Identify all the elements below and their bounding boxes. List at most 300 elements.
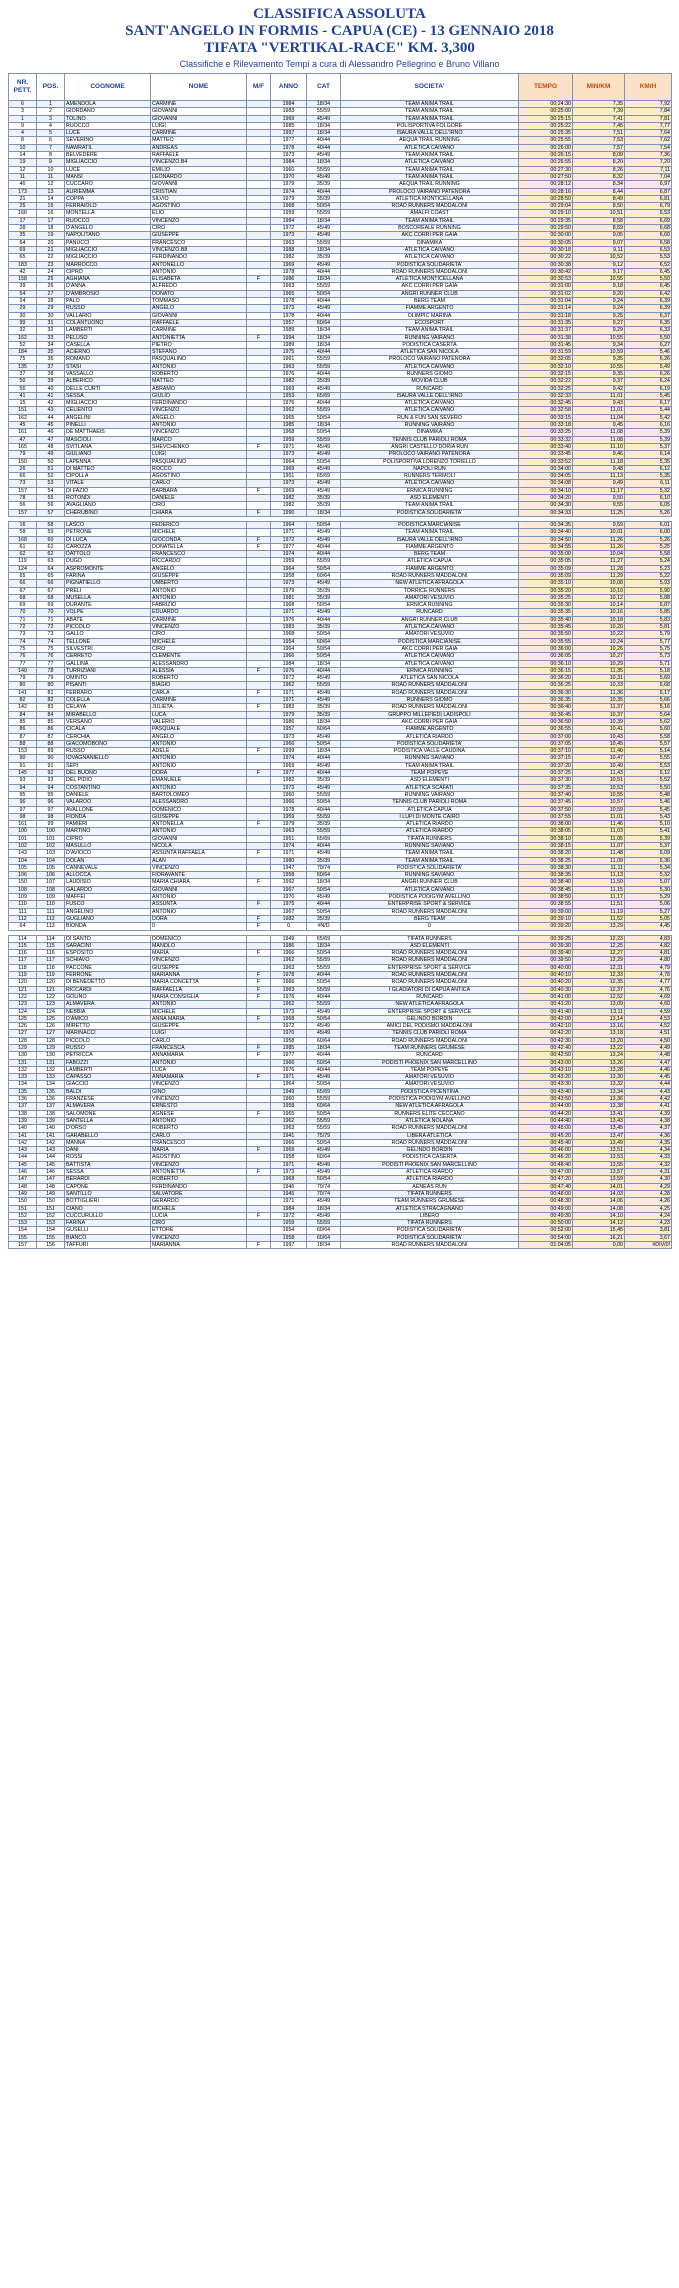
table-cell: 35/39 — [307, 624, 341, 631]
table-cell: CIRO — [151, 631, 247, 638]
table-cell: 8 — [9, 137, 37, 144]
table-cell: 1963 — [271, 1125, 307, 1132]
table-cell: DURANTE — [65, 602, 151, 609]
table-cell: 1984 — [271, 159, 307, 166]
table-cell: ANTONIO — [151, 1117, 247, 1124]
table-cell: ISAURA VALLE DELL'IRNO — [341, 130, 519, 137]
table-cell: ATLETICA SAN NICOLA — [341, 349, 519, 356]
table-cell: 1968 — [271, 203, 307, 210]
table-cell: ROAD RUNNERS MADDALONI — [341, 689, 519, 696]
table-cell: 00:30:18 — [519, 246, 573, 253]
table-cell: 5,43 — [625, 813, 672, 820]
table-cell: ANGELO — [151, 305, 247, 312]
table-cell: 149 — [9, 1190, 37, 1197]
table-cell: 11,08 — [573, 436, 625, 443]
table-cell: 142 — [9, 1139, 37, 1146]
table-cell: 10,55 — [573, 791, 625, 798]
table-cell: IOVAGNANIELLO — [65, 755, 151, 762]
table-cell: RUNNERS TERMOLI — [341, 473, 519, 480]
table-cell: 00:28:16 — [519, 188, 573, 195]
table-cell: ALFREDO — [151, 283, 247, 290]
table-row — [9, 210, 672, 217]
table-cell: DOMENICO — [151, 806, 247, 813]
table-cell: 55/59 — [307, 1096, 341, 1103]
table-cell: 1976 — [271, 993, 307, 1000]
table-cell: BOTTIGLIERI — [65, 1198, 151, 1205]
table-cell: 59 — [37, 529, 65, 536]
table-cell: 00:39:20 — [519, 923, 573, 930]
table-cell: MICHELE — [151, 638, 247, 645]
table-cell: GIULIANO — [65, 451, 151, 458]
table-cell: 99 — [9, 319, 37, 326]
table-cell: 146 — [37, 1169, 65, 1176]
table-cell: DEL BUONO — [65, 770, 151, 777]
table-cell: 45/49 — [307, 451, 341, 458]
table-cell: 3 — [9, 108, 37, 115]
table-row — [9, 667, 672, 674]
table-cell: 00:35:25 — [519, 594, 573, 601]
table-cell: 132 — [9, 1066, 37, 1073]
table-cell: 125 — [37, 1015, 65, 1022]
table-cell: CLEMENTE — [151, 653, 247, 660]
table-cell: 8,26 — [573, 166, 625, 173]
table-cell: AMATORI VESUVIO — [341, 1081, 519, 1088]
table-cell: 1971 — [271, 529, 307, 536]
table-cell: 45/49 — [307, 261, 341, 268]
table-cell: 5,26 — [625, 536, 672, 543]
table-cell — [247, 305, 271, 312]
table-cell: 9,50 — [573, 495, 625, 502]
table-cell: MARIA CONSIGLIA — [151, 993, 247, 1000]
table-cell: 00:49:00 — [519, 1205, 573, 1212]
table-cell: 9,17 — [573, 268, 625, 275]
table-row — [9, 458, 672, 465]
table-row — [9, 923, 672, 930]
table-cell: ALLOCCA — [65, 872, 151, 879]
table-cell: 35/39 — [307, 587, 341, 594]
table-row — [9, 436, 672, 443]
table-cell: 1972 — [271, 225, 307, 232]
table-cell: 10,12 — [573, 594, 625, 601]
table-cell: 00:49:30 — [519, 1212, 573, 1219]
table-cell: ANDREAS — [151, 144, 247, 151]
table-cell: 00:34:10 — [519, 487, 573, 494]
table-cell: 45/49 — [307, 675, 341, 682]
table-cell: 39 — [37, 378, 65, 385]
table-cell: PASQUALINO — [151, 356, 247, 363]
table-row — [9, 565, 672, 572]
table-cell: ATLETICA CAIVANO — [341, 159, 519, 166]
table-cell: 100 — [37, 828, 65, 835]
table-cell: 11,26 — [573, 543, 625, 550]
table-cell: 11,05 — [573, 835, 625, 842]
table-cell: 1979 — [271, 587, 307, 594]
table-cell — [247, 711, 271, 718]
table-cell: OMINTO — [65, 675, 151, 682]
table-cell: #DIV/0! — [625, 1242, 672, 1249]
table-cell: MARIANNA — [151, 1242, 247, 1249]
table-cell: 6,19 — [625, 385, 672, 392]
table-cell: 4,46 — [625, 1066, 672, 1073]
table-cell: 40/44 — [307, 667, 341, 674]
table-row — [9, 638, 672, 645]
table-cell: 32 — [37, 327, 65, 334]
table-row — [9, 195, 672, 202]
table-cell: 8,20 — [573, 159, 625, 166]
table-cell: 4,24 — [625, 1212, 672, 1219]
table-cell: 1970 — [271, 1030, 307, 1037]
table-cell: 117 — [9, 957, 37, 964]
table-cell: 1973 — [271, 451, 307, 458]
table-row — [9, 203, 672, 210]
table-cell: 5,39 — [625, 835, 672, 842]
table-cell: ATLETICA CAIVANO — [341, 246, 519, 253]
table-cell: 5,35 — [625, 458, 672, 465]
table-cell: 116 — [37, 950, 65, 957]
table-cell: 5,71 — [625, 660, 672, 667]
table-cell: 69 — [9, 602, 37, 609]
table-cell: MATTEO — [151, 137, 247, 144]
table-cell: 00:32:45 — [519, 400, 573, 407]
table-cell: MIGLIACCIO — [65, 254, 151, 261]
table-row — [9, 755, 672, 762]
table-cell: 12,52 — [573, 993, 625, 1000]
table-cell: 1978 — [271, 806, 307, 813]
table-cell: TENNIS CLUB PARIOLI ROMA — [341, 799, 519, 806]
table-cell: BERG TEAM — [341, 915, 519, 922]
table-cell: ATLETICA CAIVANO — [341, 660, 519, 667]
table-cell — [247, 784, 271, 791]
table-cell: 148 — [9, 1183, 37, 1190]
table-cell: 96 — [9, 799, 37, 806]
table-cell: ATLETICA CAPUA — [341, 806, 519, 813]
table-cell: RUNNING SAVIANO — [341, 755, 519, 762]
table-cell: 118 — [37, 964, 65, 971]
table-cell: RAFFAELE — [151, 152, 247, 159]
table-cell: 35 — [37, 349, 65, 356]
table-cell: 11,15 — [573, 886, 625, 893]
table-cell: 55/59 — [307, 356, 341, 363]
table-cell: GELINDO BORDIN — [341, 1147, 519, 1154]
table-cell — [247, 232, 271, 239]
table-row — [9, 422, 672, 429]
table-cell: 4,82 — [625, 942, 672, 949]
table-cell: 35/39 — [307, 704, 341, 711]
table-cell: 114 — [9, 935, 37, 942]
table-cell: PETRICCA — [65, 1052, 151, 1059]
table-cell: ATLETICA RIARDO — [341, 828, 519, 835]
table-cell: 5,62 — [625, 718, 672, 725]
table-cell: CAPONE — [65, 1183, 151, 1190]
table-cell: SCHIAVO — [65, 957, 151, 964]
table-cell: LAUDISIO — [65, 879, 151, 886]
table-cell — [247, 602, 271, 609]
table-cell: 5,68 — [625, 682, 672, 689]
table-cell: 5,53 — [625, 762, 672, 769]
table-row — [9, 784, 672, 791]
table-cell: CERCHIA — [65, 733, 151, 740]
table-cell: RUNCARD — [341, 609, 519, 616]
credits-line: Classifiche e Rilevamento Tempi a cura di Alessandro Pellegrino e Bruno Villano — [179, 59, 500, 69]
table-cell: 40/44 — [307, 972, 341, 979]
table-cell: ANTONIO — [151, 894, 247, 901]
table-cell: 1979 — [271, 181, 307, 188]
table-cell: DATTOLO — [65, 551, 151, 558]
table-cell — [247, 1161, 271, 1168]
table-cell — [247, 660, 271, 667]
table-cell: 1949 — [271, 1088, 307, 1095]
table-cell: 5,41 — [625, 828, 672, 835]
table-cell: 40/44 — [307, 144, 341, 151]
table-cell: 5,14 — [625, 748, 672, 755]
table-row — [9, 857, 672, 864]
table-cell: 00:37:30 — [519, 777, 573, 784]
table-cell: ATLETICA CAPUA — [341, 558, 519, 565]
table-cell: 00:44:40 — [519, 1117, 573, 1124]
table-cell: 106 — [37, 872, 65, 879]
table-cell: CARLO — [151, 1132, 247, 1139]
table-cell: 150 — [9, 1198, 37, 1205]
table-cell: 4,81 — [625, 950, 672, 957]
table-cell: RAFFAELE — [151, 319, 247, 326]
table-cell: 71 — [9, 616, 37, 623]
table-cell: 4,31 — [625, 1169, 672, 1176]
table-row — [9, 173, 672, 180]
table-cell: ANTONIETTA — [151, 1169, 247, 1176]
table-cell: 8,34 — [573, 181, 625, 188]
table-cell: 17 — [37, 217, 65, 224]
table-cell: 00:40:00 — [519, 964, 573, 971]
table-row — [9, 1110, 672, 1117]
table-cell: 5,32 — [625, 487, 672, 494]
table-cell: 00:28:12 — [519, 181, 573, 188]
table-cell: 58 — [37, 521, 65, 528]
table-cell: ANGELO — [151, 733, 247, 740]
table-cell: FUSCO — [65, 901, 151, 908]
table-cell: 14,03 — [573, 1190, 625, 1197]
table-cell: 44 — [37, 414, 65, 421]
table-cell: 16 — [9, 521, 37, 528]
table-row — [9, 1198, 672, 1205]
table-cell: 97 — [37, 806, 65, 813]
table-cell: 1974 — [271, 551, 307, 558]
table-cell: 98 — [9, 813, 37, 820]
table-cell: 60/64 — [307, 1234, 341, 1241]
table-cell: STEFANO — [151, 349, 247, 356]
table-cell: FIONDA — [65, 813, 151, 820]
table-cell: ANGELINO — [65, 908, 151, 915]
table-cell: 13,38 — [573, 1103, 625, 1110]
table-cell: DOMENICO — [151, 935, 247, 942]
table-cell: 8,59 — [573, 225, 625, 232]
table-cell: 9,24 — [573, 298, 625, 305]
table-cell: 5,25 — [625, 543, 672, 550]
table-cell: 5,45 — [625, 806, 672, 813]
table-cell: AGHIANA — [65, 276, 151, 283]
table-cell: 5,42 — [625, 414, 672, 421]
table-cell — [247, 152, 271, 159]
table-cell: 106 — [9, 872, 37, 879]
table-cell: 1958 — [271, 872, 307, 879]
table-cell — [247, 436, 271, 443]
table-cell: 1973 — [271, 1008, 307, 1015]
table-cell: 1997 — [271, 1242, 307, 1249]
table-cell — [247, 645, 271, 652]
table-cell: 14,06 — [573, 1198, 625, 1205]
table-cell: 50/54 — [307, 631, 341, 638]
table-cell: 00:34:55 — [519, 543, 573, 550]
table-cell: ERNICA RUNNING — [341, 487, 519, 494]
table-cell: F — [247, 950, 271, 957]
table-cell: 4,33 — [625, 1154, 672, 1161]
table-cell — [247, 1081, 271, 1088]
table-cell: 4,53 — [625, 1015, 672, 1022]
table-row — [9, 660, 672, 667]
table-cell: DANIELE — [65, 791, 151, 798]
table-cell: 60/64 — [307, 319, 341, 326]
table-cell: 40/44 — [307, 543, 341, 550]
table-cell: 94 — [37, 784, 65, 791]
table-cell: 132 — [37, 1066, 65, 1073]
table-cell: 00:33:32 — [519, 436, 573, 443]
table-cell: TEAM ANIMA TRAIL — [341, 850, 519, 857]
table-cell: 98 — [37, 813, 65, 820]
table-cell: 13,32 — [573, 1081, 625, 1088]
table-row — [9, 770, 672, 777]
table-cell: DUGO — [65, 558, 151, 565]
table-cell: 4,28 — [625, 1190, 672, 1197]
table-cell: PIETRO — [151, 341, 247, 348]
table-cell: 50/54 — [307, 1139, 341, 1146]
table-cell: 161 — [9, 429, 37, 436]
table-cell: 47 — [37, 436, 65, 443]
table-cell: 45/49 — [307, 480, 341, 487]
table-cell: 1985 — [271, 422, 307, 429]
table-row — [9, 957, 672, 964]
table-cell: F — [247, 1045, 271, 1052]
table-cell: ASD ELEMENTI — [341, 777, 519, 784]
table-cell: PALO — [65, 298, 151, 305]
table-cell: 0 — [151, 923, 247, 930]
table-cell: 105 — [9, 864, 37, 871]
table-cell: DANI — [65, 1147, 151, 1154]
table-cell: 1946 — [271, 1183, 307, 1190]
table-cell: 50/54 — [307, 458, 341, 465]
table-cell: 55/59 — [307, 1001, 341, 1008]
table-cell: 5,53 — [625, 254, 672, 261]
table-cell: ROBERTO — [151, 1176, 247, 1183]
table-cell: AKC CORRI PER GAIA — [341, 283, 519, 290]
table-cell: 12 — [9, 166, 37, 173]
table-cell: 50/54 — [307, 1015, 341, 1022]
table-cell: 00:39:40 — [519, 950, 573, 957]
table-cell: 38 — [37, 370, 65, 377]
table-row — [9, 828, 672, 835]
table-cell: 141 — [9, 1132, 37, 1139]
table-cell: 5,37 — [625, 842, 672, 849]
table-cell — [247, 290, 271, 297]
table-cell: 1963 — [271, 964, 307, 971]
table-cell: 00:37:20 — [519, 762, 573, 769]
table-cell: 5,35 — [625, 473, 672, 480]
table-cell: GIOCONDA — [151, 536, 247, 543]
table-cell: 45/49 — [307, 1023, 341, 1030]
table-cell: 01:04:05 — [519, 1242, 573, 1249]
table-cell — [247, 188, 271, 195]
table-cell: MANOLO — [151, 942, 247, 949]
table-cell: 1951 — [271, 473, 307, 480]
table-cell: 143 — [37, 1147, 65, 1154]
table-cell: 96 — [37, 799, 65, 806]
table-cell: 5,48 — [625, 791, 672, 798]
table-cell: 66 — [37, 580, 65, 587]
table-cell: F — [247, 821, 271, 828]
table-cell: MICHELE — [151, 1008, 247, 1015]
table-cell: 9,20 — [573, 290, 625, 297]
table-row — [9, 521, 672, 528]
table-cell: GIUSEPPE — [151, 573, 247, 580]
table-cell: MARIANNA — [151, 972, 247, 979]
table-cell: GIOVANNI — [151, 835, 247, 842]
table-cell: 10,31 — [573, 675, 625, 682]
table-cell: ROBERTO — [151, 675, 247, 682]
table-cell: 6,52 — [625, 261, 672, 268]
table-cell: RUSSO — [65, 305, 151, 312]
table-cell: 82 — [9, 697, 37, 704]
table-cell: 10,59 — [573, 806, 625, 813]
column-header: KM/H — [625, 74, 672, 101]
table-cell: 40/44 — [307, 806, 341, 813]
table-cell: 60/64 — [307, 1037, 341, 1044]
table-row — [9, 602, 672, 609]
table-cell — [247, 1220, 271, 1227]
table-cell: 40/44 — [307, 268, 341, 275]
table-row — [9, 653, 672, 660]
table-cell: 1969 — [271, 487, 307, 494]
table-cell: 15,45 — [573, 1227, 625, 1234]
table-cell — [247, 521, 271, 528]
table-cell: 5,88 — [625, 594, 672, 601]
table-cell: 1963 — [271, 828, 307, 835]
table-cell: ANTONIO — [151, 755, 247, 762]
table-cell: 00:25:22 — [519, 122, 573, 129]
table-cell: 84 — [9, 711, 37, 718]
table-cell: 00:44:00 — [519, 1103, 573, 1110]
table-cell: 1961 — [271, 356, 307, 363]
table-cell: 50/54 — [307, 290, 341, 297]
table-cell: MARIA — [151, 1147, 247, 1154]
table-cell — [247, 1183, 271, 1190]
table-cell: 4,34 — [625, 1147, 672, 1154]
table-cell: 18/34 — [307, 718, 341, 725]
table-cell — [247, 1037, 271, 1044]
table-cell: GALLO — [65, 631, 151, 638]
table-cell — [247, 675, 271, 682]
table-cell: ROAD RUNNERS MADDALONI — [341, 908, 519, 915]
table-cell: RUNNING SAVIANO — [341, 842, 519, 849]
table-cell: LAMBERTI — [65, 1066, 151, 1073]
table-cell: 1973 — [271, 733, 307, 740]
table-cell: DORA — [151, 915, 247, 922]
table-cell: 1997 — [271, 130, 307, 137]
table-cell: 12,35 — [573, 979, 625, 986]
table-cell: AKC CORRI PER GAIA — [341, 645, 519, 652]
table-cell — [247, 173, 271, 180]
table-cell: MOVIDA CLUB — [341, 378, 519, 385]
table-cell: 1962 — [271, 1117, 307, 1124]
table-row — [9, 137, 672, 144]
table-cell: 14,01 — [573, 1183, 625, 1190]
